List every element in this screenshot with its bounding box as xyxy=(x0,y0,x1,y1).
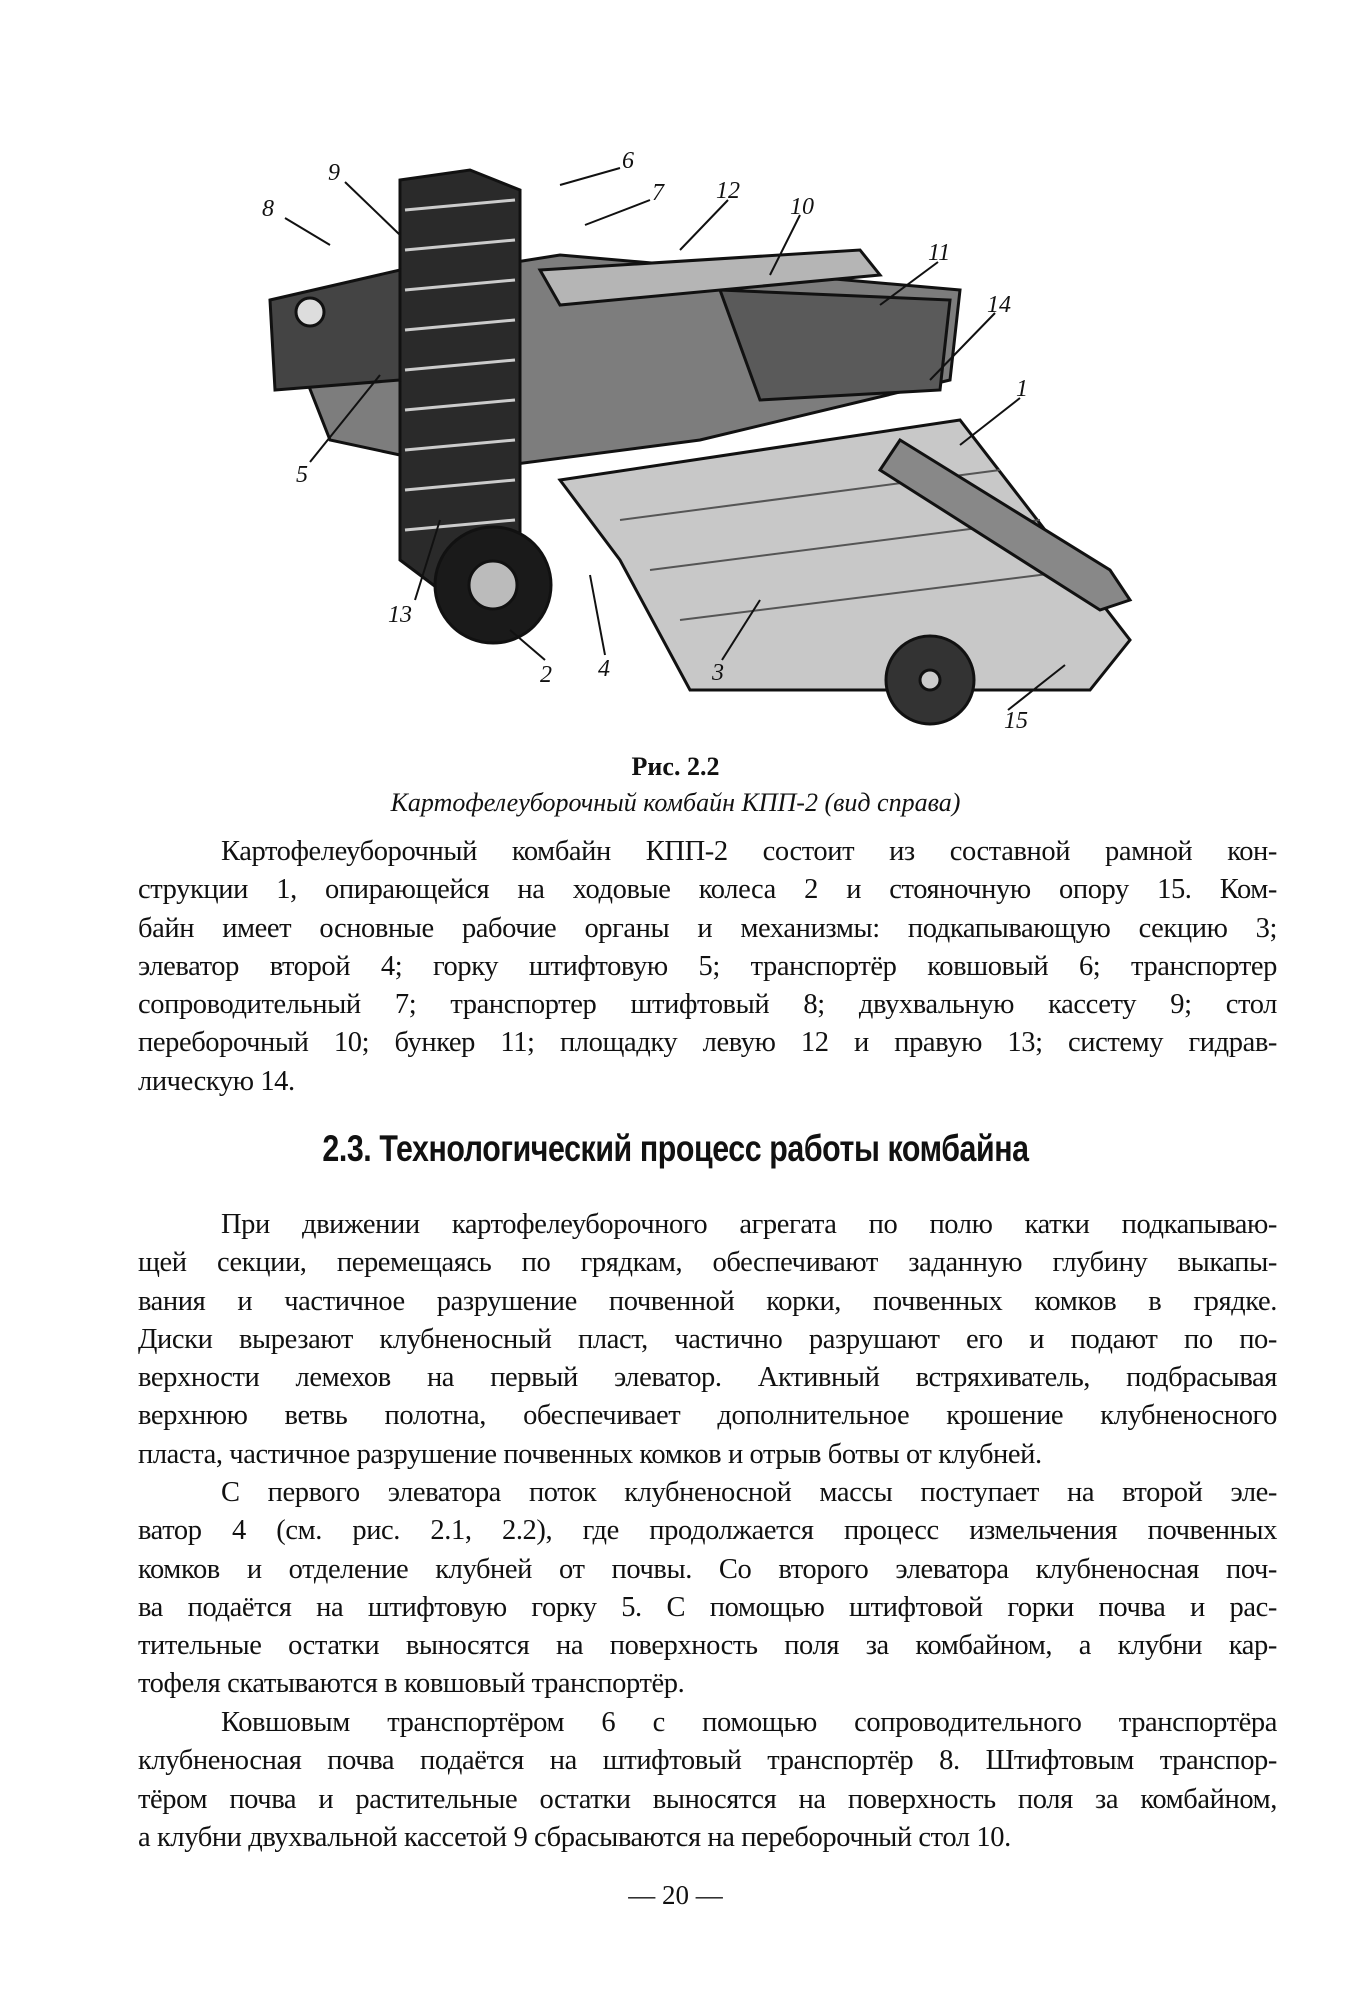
text-line: тёром почва и растительные остатки выносятся на поверхность поля за комбайном, xyxy=(138,1783,1277,1815)
text-line: щей секции, перемещаясь по грядкам, обеспечивают заданную глубину выкапы- xyxy=(138,1247,1277,1279)
figure-caption: Картофелеуборочный комбайн КПП-2 (вид справа) xyxy=(390,788,961,817)
machine-illustration xyxy=(270,170,1130,724)
callout-12: 12 xyxy=(716,178,740,204)
paragraph-process-2 xyxy=(138,1474,1277,1704)
text-line: тительные остатки выносятся на поверхность поля за комбайном, а клубни кар- xyxy=(138,1630,1277,1662)
callout-2: 2 xyxy=(540,662,552,688)
callout-14: 14 xyxy=(987,292,1011,318)
text-line: При движении картофелеуборочного агрегата по полю катки подкапываю- xyxy=(221,1209,1277,1240)
text-line: Ковшовым транспортёром 6 с помощью сопроводительного транспортёра xyxy=(221,1707,1277,1738)
callout-1: 1 xyxy=(1016,376,1028,402)
text-line: переборочный 10; бункер 11; площадку левую 12 и правую 13; систему гидрав- xyxy=(138,1027,1277,1059)
callout-13: 13 xyxy=(388,602,412,628)
text-line: верхности лемехов на первый элеватор. Активный встряхиватель, подбрасывая xyxy=(138,1362,1277,1394)
text-line: тофеля скатываются в ковшовый транспортёр. xyxy=(138,1668,685,1700)
section-heading: 2.3. Технологический процесс работы комбайна xyxy=(322,1128,1029,1169)
callout-8: 8 xyxy=(262,196,274,222)
text-line: С первого элеватора поток клубненосной массы поступает на второй эле- xyxy=(221,1477,1277,1508)
paragraph-process-1 xyxy=(138,1206,1277,1474)
text-line: пласта, частичное разрушение почвенных комков и отрыв ботвы от клубней. xyxy=(138,1438,1042,1470)
callout-6: 6 xyxy=(622,148,634,174)
text-line: комков и отделение клубней от почвы. Со второго элеватора клубненосная поч- xyxy=(138,1553,1277,1585)
figure-number: Рис. 2.2 xyxy=(631,752,720,781)
text-line: Картофелеуборочный комбайн КПП-2 состоит из составной рамной кон- xyxy=(221,836,1277,867)
text-line: верхнюю ветвь полотна, обеспечивает дополнительное крошение клубненосного xyxy=(138,1400,1277,1432)
text-line: лическую 14. xyxy=(138,1065,295,1097)
callout-4: 4 xyxy=(598,656,610,682)
text-line: Диски вырезают клубненосный пласт, частично разрушают его и подают по по- xyxy=(138,1323,1277,1355)
text-line: ва подаётся на штифтовую горку 5. С помощью штифтовой горки почва и рас- xyxy=(138,1591,1277,1623)
callout-11: 11 xyxy=(928,240,951,266)
paragraph-process-3 xyxy=(138,1704,1277,1857)
callout-3: 3 xyxy=(712,660,724,686)
text-line: элеватор второй 4; горку штифтовую 5; транспортёр ковшовый 6; транспортер xyxy=(138,950,1277,982)
callout-5: 5 xyxy=(296,462,308,488)
callout-15: 15 xyxy=(1004,708,1028,734)
text-line: байн имеет основные рабочие органы и механизмы: подкапывающую секцию 3; xyxy=(138,912,1277,944)
page-number: — 20 — xyxy=(628,1880,723,1910)
text-line: ватор 4 (см. рис. 2.1, 2.2), где продолжается процесс измельчения почвенных xyxy=(138,1515,1277,1547)
callout-7: 7 xyxy=(652,180,664,206)
combine-harvester-figure xyxy=(0,0,1351,760)
callout-9: 9 xyxy=(328,160,340,186)
text-line: струкции 1, опирающейся на ходовые колеса 2 и стояночную опору 15. Ком- xyxy=(138,874,1277,906)
callout-10: 10 xyxy=(790,194,814,220)
text-line: клубненосная почва подаётся на штифтовый транспортёр 8. Штифтовым транспор- xyxy=(138,1745,1277,1777)
paragraph-components xyxy=(138,833,1277,1101)
text-line: а клубни двухвальной кассетой 9 сбрасываются на переборочный стол 10. xyxy=(138,1821,1011,1853)
text-line: сопроводительный 7; транспортер штифтовый 8; двухвальную кассету 9; стол xyxy=(138,989,1277,1021)
text-line: вания и частичное разрушение почвенной корки, почвенных комков в грядке. xyxy=(138,1285,1277,1317)
